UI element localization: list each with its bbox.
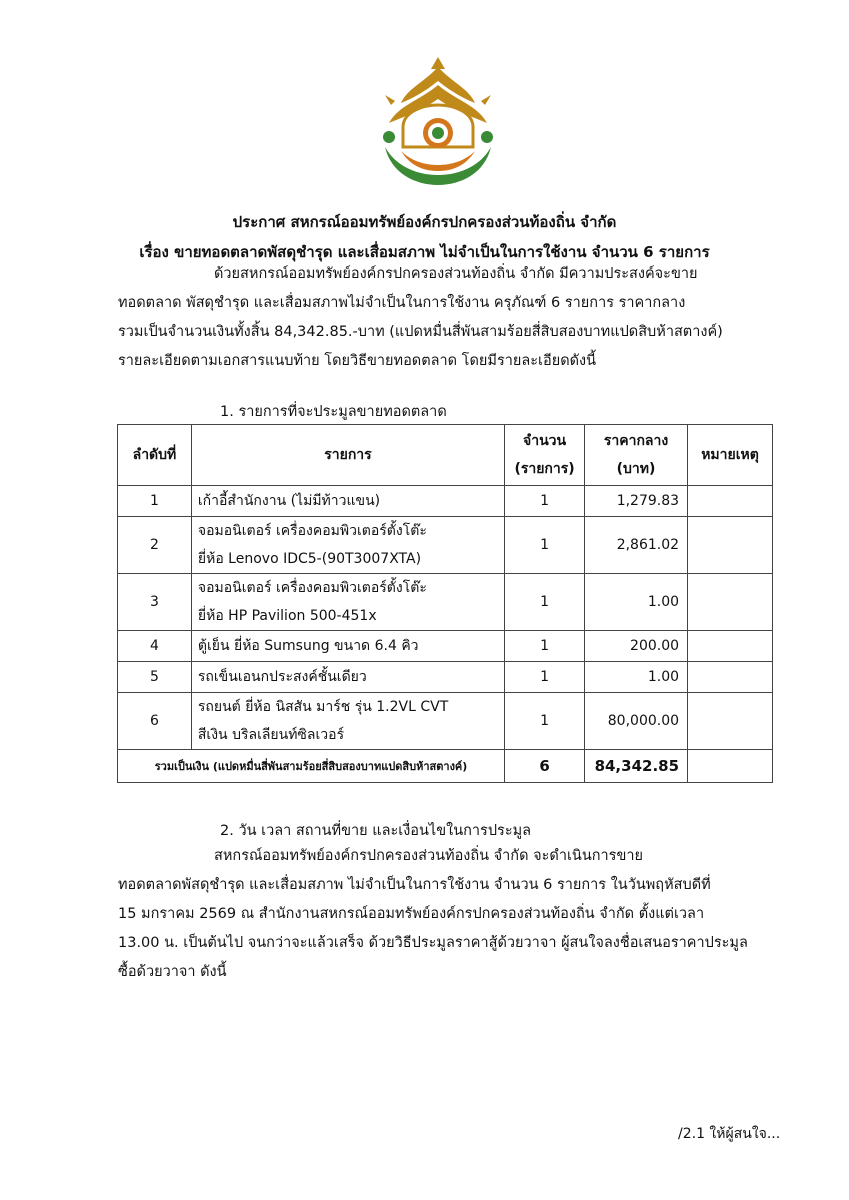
row-no: 3 [118, 574, 192, 631]
row-remark [688, 662, 773, 693]
row-item [191, 574, 504, 631]
para2-line-4: 13.00 น. เป็นต้นไป จนกว่าจะแล้วเสร็จ ด้วยวิธีประมูลราคาสู้ด้วยวาจา ผู้สนใจลงชื่อเสนอราคาประมูล [118, 935, 748, 951]
para2-line-2: ทอดตลาดพัสดุชำรุด และเสื่อมสภาพ ไม่จำเป็นในการใช้งาน จำนวน 6 รายการ ในวันพฤหัสบดีที่ [118, 877, 711, 893]
table-row [118, 693, 773, 750]
row-item-line1: รถเข็นเอนกประสงค์ชั้นเดียว [197, 669, 367, 685]
row-no: 4 [118, 631, 192, 662]
table-row [118, 486, 773, 517]
table-row [118, 662, 773, 693]
row-item [191, 486, 504, 517]
row-price: 1,279.83 [585, 486, 688, 517]
row-price: 200.00 [585, 631, 688, 662]
header-no: ลำดับที่ [118, 425, 192, 486]
row-no: 2 [118, 517, 192, 574]
section-2-paragraph [118, 842, 772, 987]
row-item-line1: รถยนต์ ยี่ห้อ นิสสัน มาร์ช รุ่น 1.2VL CVT [197, 699, 449, 715]
announcement-subject: เรื่อง ขายทอดตลาดพัสดุชำรุด และเสื่อมสภาพ ไม่จำเป็นในการใช้งาน จำนวน 6 รายการ [139, 243, 710, 261]
section-1-title: 1. รายการที่จะประมูลขายทอดตลาด [220, 404, 447, 420]
table-row [118, 517, 773, 574]
header-remark: หมายเหตุ [688, 425, 773, 486]
header-price-line2: (บาท) [616, 461, 656, 477]
table-row [118, 574, 773, 631]
para2-line-3: 15 มกราคม 2569 ณ สำนักงานสหกรณ์ออมทรัพย์องค์กรปกครองส่วนท้องถิ่น จำกัด ตั้งแต่เวลา [118, 906, 705, 922]
intro-line-2: ทอดตลาด พัสดุชำรุด และเสื่อมสภาพไม่จำเป็นในการใช้งาน ครุภัณฑ์ 6 รายการ ราคากลาง [118, 295, 686, 311]
total-label: รวมเป็นเงิน (แปดหมื่นสี่พันสามร้อยสี่สิบสองบาทแปดสิบห้าสตางค์) [118, 750, 505, 783]
row-no: 1 [118, 486, 192, 517]
row-price: 1.00 [585, 574, 688, 631]
auction-items-table [117, 424, 773, 783]
total-remark [688, 750, 773, 783]
header-qty-line2: (รายการ) [514, 461, 575, 477]
row-item [191, 631, 504, 662]
row-no: 5 [118, 662, 192, 693]
total-price: 84,342.85 [585, 750, 688, 783]
row-qty: 1 [505, 574, 585, 631]
para2-line-1: สหกรณ์ออมทรัพย์องค์กรปกครองส่วนท้องถิ่น จำกัด จะดำเนินการขาย [214, 848, 643, 864]
header-price [585, 425, 688, 486]
row-item-line1: จอมอนิเตอร์ เครื่องคอมพิวเตอร์ตั้งโต๊ะ [197, 580, 427, 596]
intro-line-4: รายละเอียดตามเอกสารแนบท้าย โดยวิธีขายทอดตลาด โดยมีรายละเอียดดังนี้ [118, 353, 597, 369]
row-item [191, 662, 504, 693]
row-remark [688, 574, 773, 631]
intro-paragraph [118, 260, 772, 376]
row-remark [688, 631, 773, 662]
header-qty [505, 425, 585, 486]
intro-line-3: รวมเป็นจำนวนเงินทั้งสิ้น 84,342.85.-บาท (แปดหมื่นสี่พันสามร้อยสี่สิบสองบาทแปดสิบห้าสตางค์) [118, 324, 723, 340]
intro-line-1: ด้วยสหกรณ์ออมทรัพย์องค์กรปกครองส่วนท้องถิ่น จำกัด มีความประสงค์จะขาย [214, 266, 698, 282]
table-row [118, 631, 773, 662]
row-price: 80,000.00 [585, 693, 688, 750]
header-qty-line1: จำนวน [523, 433, 567, 449]
row-item-line1: เก้าอี้สำนักงาน (ไม่มีท้าวแขน) [197, 493, 381, 509]
row-qty: 1 [505, 517, 585, 574]
row-item-line2: ยี่ห้อ Lenovo IDC5-(90T3007XTA) [197, 551, 422, 567]
row-no: 6 [118, 693, 192, 750]
row-remark [688, 693, 773, 750]
header-price-line1: ราคากลาง [603, 433, 669, 449]
row-qty: 1 [505, 631, 585, 662]
row-qty: 1 [505, 662, 585, 693]
total-qty: 6 [505, 750, 585, 783]
announcement-title: ประกาศ สหกรณ์ออมทรัพย์องค์กรปกครองส่วนท้องถิ่น จำกัด [232, 213, 617, 231]
row-price: 1.00 [585, 662, 688, 693]
table-total-row [118, 750, 773, 783]
cooperative-logo [381, 55, 495, 190]
row-qty: 1 [505, 486, 585, 517]
row-item-line1: ตู้เย็น ยี่ห้อ Sumsung ขนาด 6.4 คิว [197, 638, 419, 654]
section-2-title: 2. วัน เวลา สถานที่ขาย และเงื่อนไขในการประมูล [220, 823, 532, 839]
row-item [191, 517, 504, 574]
row-item-line1: จอมอนิเตอร์ เครื่องคอมพิวเตอร์ตั้งโต๊ะ [197, 523, 427, 539]
row-remark [688, 486, 773, 517]
para2-line-5: ซื้อด้วยวาจา ดังนี้ [118, 964, 227, 980]
table-header-row [118, 425, 773, 486]
row-item-line2: สีเงิน บริลเลียนท์ซิลเวอร์ [197, 727, 345, 743]
row-price: 2,861.02 [585, 517, 688, 574]
row-qty: 1 [505, 693, 585, 750]
header-item: รายการ [191, 425, 504, 486]
row-item-line2: ยี่ห้อ HP Pavilion 500-451x [197, 608, 377, 624]
continued-footer: /2.1 ให้ผู้สนใจ... [678, 1126, 781, 1142]
row-item [191, 693, 504, 750]
row-remark [688, 517, 773, 574]
